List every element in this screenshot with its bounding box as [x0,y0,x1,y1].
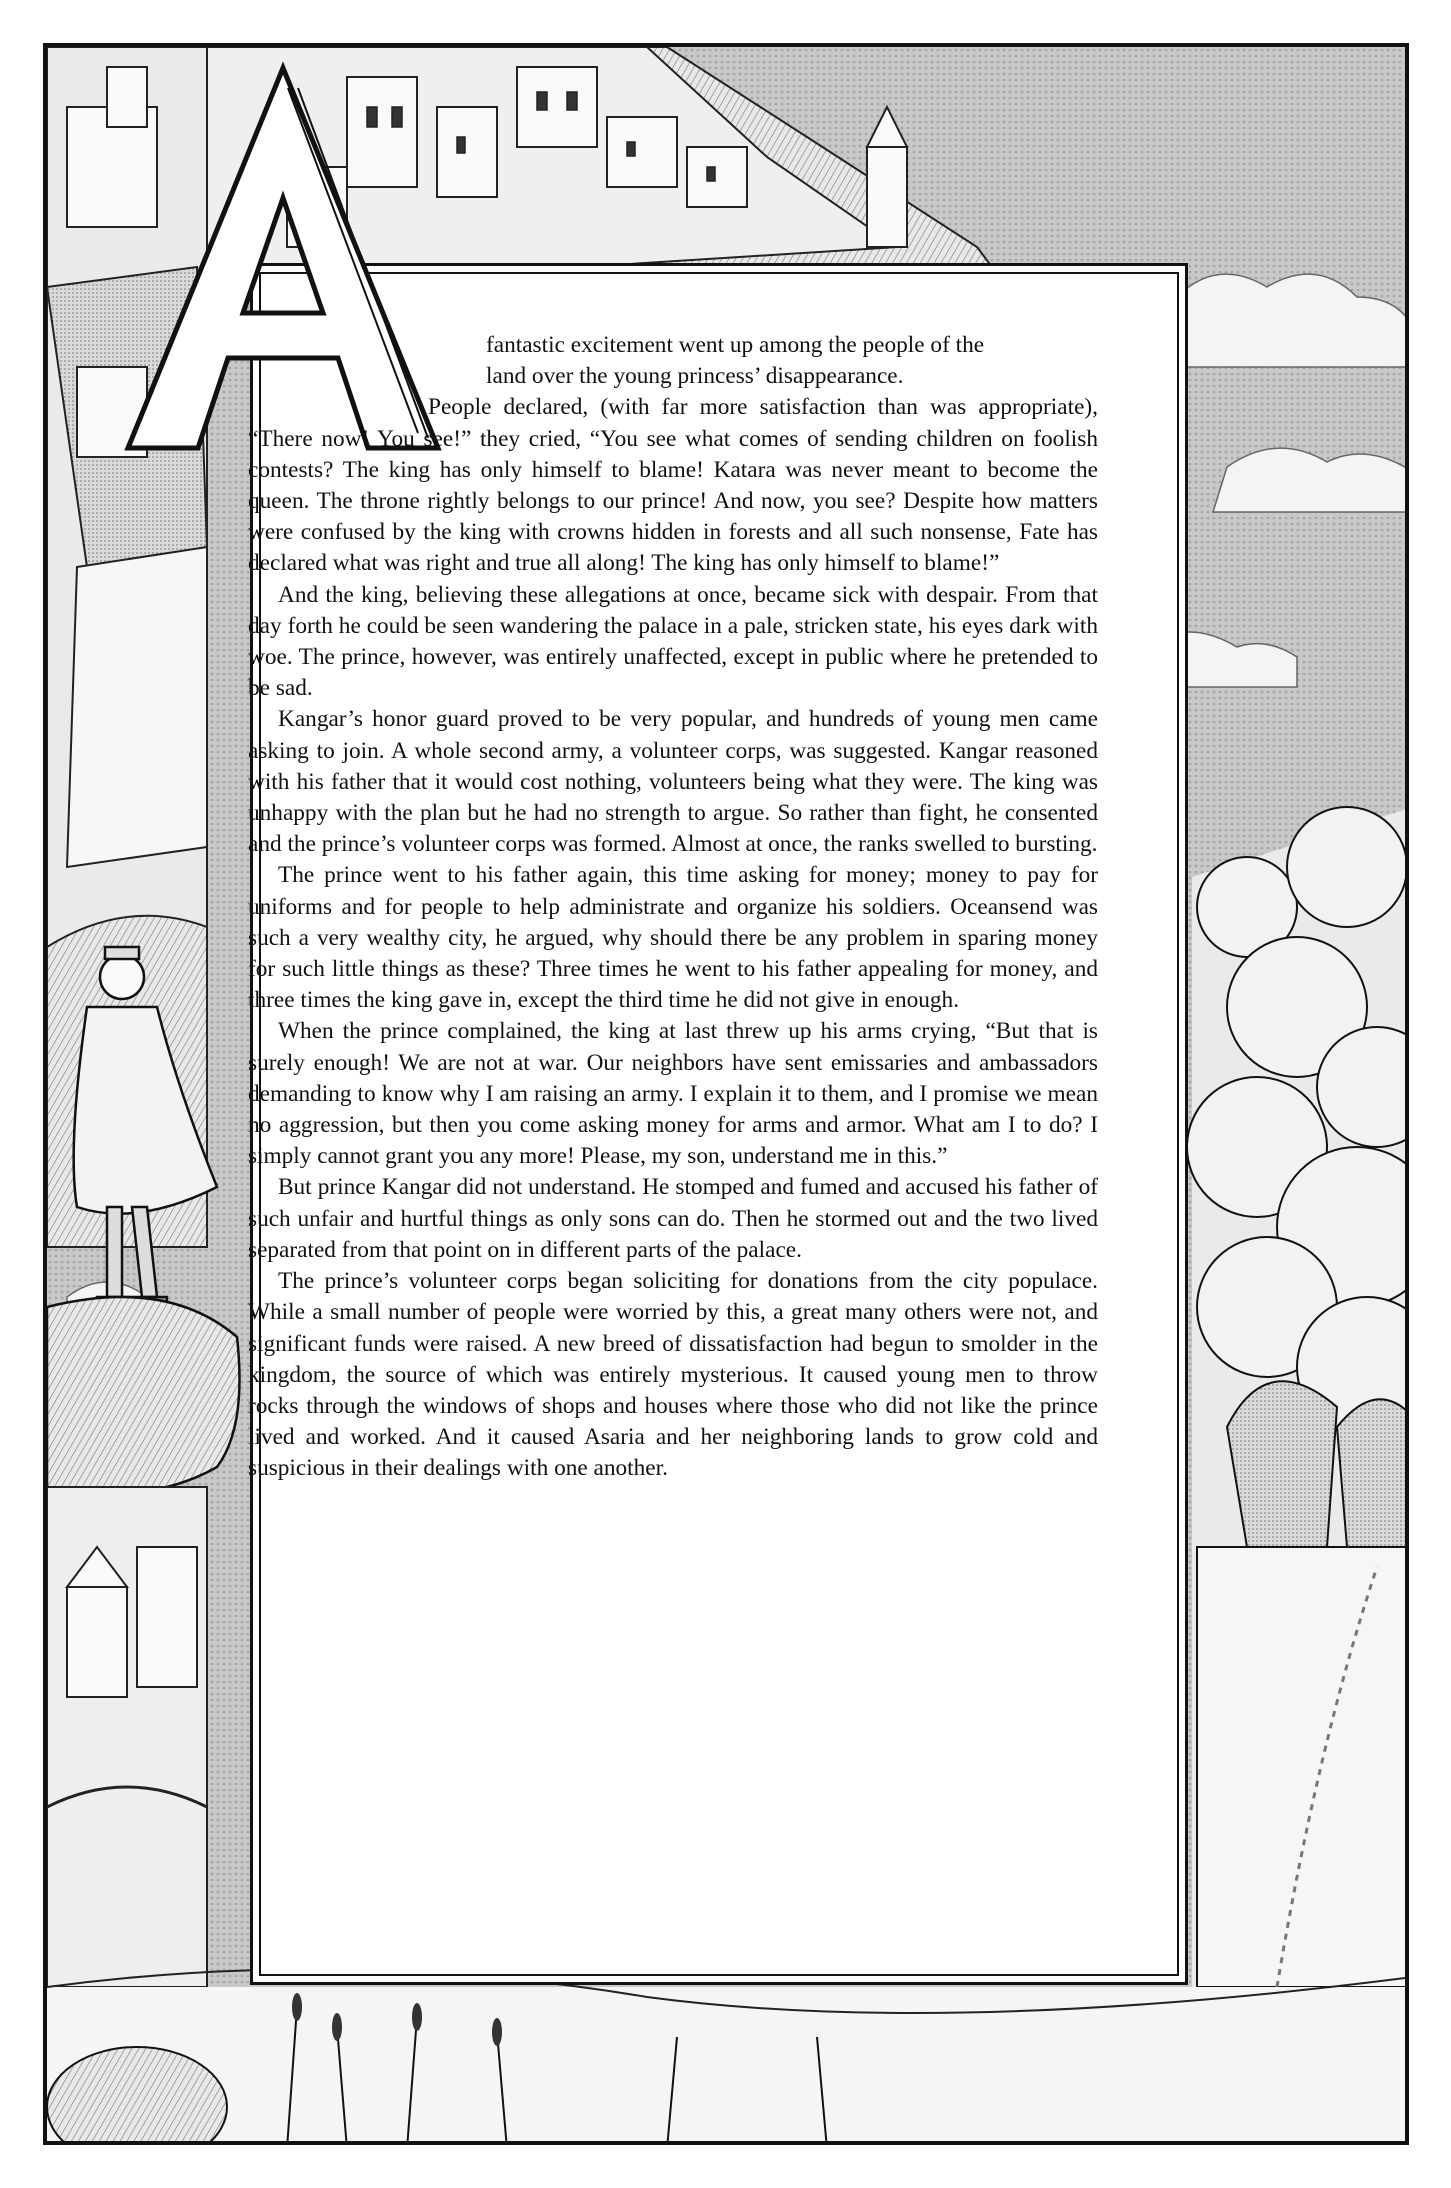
paragraph-5: When the prince complained, the king at last threw up his arms crying, “But that is surely enough! We are not at war. Our neighbors have sent emissaries and ambassadors demanding to know why I am raising an army. I explain it to them, and I promise we mean no aggression, but then you come asking money for arms and armor. What am I to do? I simply cannot grant you any more! Please, my son, understand me in this.” [248,1018,1098,1170]
first-line: fantastic excitement went up among the people of the [486,332,985,358]
paragraph-2: And the king, believing these allegations at once, became sick with despair. From that day forth he could be seen wandering the palace in a pale, stricken state, his eyes dark with woe. The prince, however, was entirely unaffected, except in public where he pretended to be sad. [248,581,1098,702]
right-forest [1187,807,1409,1987]
paragraph-4: The prince went to his father again, this time asking for money; money to pay for uniforms and for people to help administrate and organize his soldiers. Oceansend was such a very wealthy city, he argued, why should there be any problem in sparing money for such little things as these? Three times he went to his father appealing for money, and three times the king gave in, except the third time he did not give in enough. [248,862,1098,1014]
paragraph-6: But prince Kangar did not understand. He stomped and fumed and accused his father of such unfair and hurtful things as only sons can do. Then he stormed out and the two lived separated from that point on in different parts of the palace. [248,1174,1098,1263]
svg-text:A: A [283,453,284,454]
lower-town [47,1487,207,1987]
paragraph-3: Kangar’s honor guard proved to be very popular, and hundreds of young men came asking to join. A whole second army, a volunteer corps, was suggested. Kangar reasoned with his father that it would cost nothing, volunteers being what they were. The king was unhappy with the plan but he had no strength to argue. So rather than fight, he consented and the prince’s volunteer corps was formed. Almost at once, the ranks swelled to bursting. [248,706,1098,858]
rock-outcrop [47,1297,240,1494]
paragraph-7: The prince’s volunteer corps began soliciting for donations from the city populace. While a small number of people were worried by this, a great many others were not, and significant funds were raised. A new breed of dissatisfaction had begun to smolder in the kingdom, the source of which was entirely mysterious. It caused young men to throw rocks through the windows of shops and houses where those who did not like the prince lived and worked. And it caused Asaria and her neighboring lands to grow cold and suspicious in their dealings with one another. [248,1268,1098,1482]
second-line: land over the young princess’ disappearance. [486,363,904,390]
bottom-ground [47,1969,1409,2145]
story-body [248,330,1098,1485]
paragraph-1: People declared, (with far more satisfaction than was appropriate), “There now! You see!” they cried, “You see what comes of sending children on foolish contests? The king has only himself to blame! Katara was never meant to become the queen. The throne rightly belongs to our prince! And now, you see? Despite how matters were confused by the king with crowns hidden in forests and all such nonsense, Fate has declared what was right and true all along! The king has only himself to blame!” [248,394,1098,577]
